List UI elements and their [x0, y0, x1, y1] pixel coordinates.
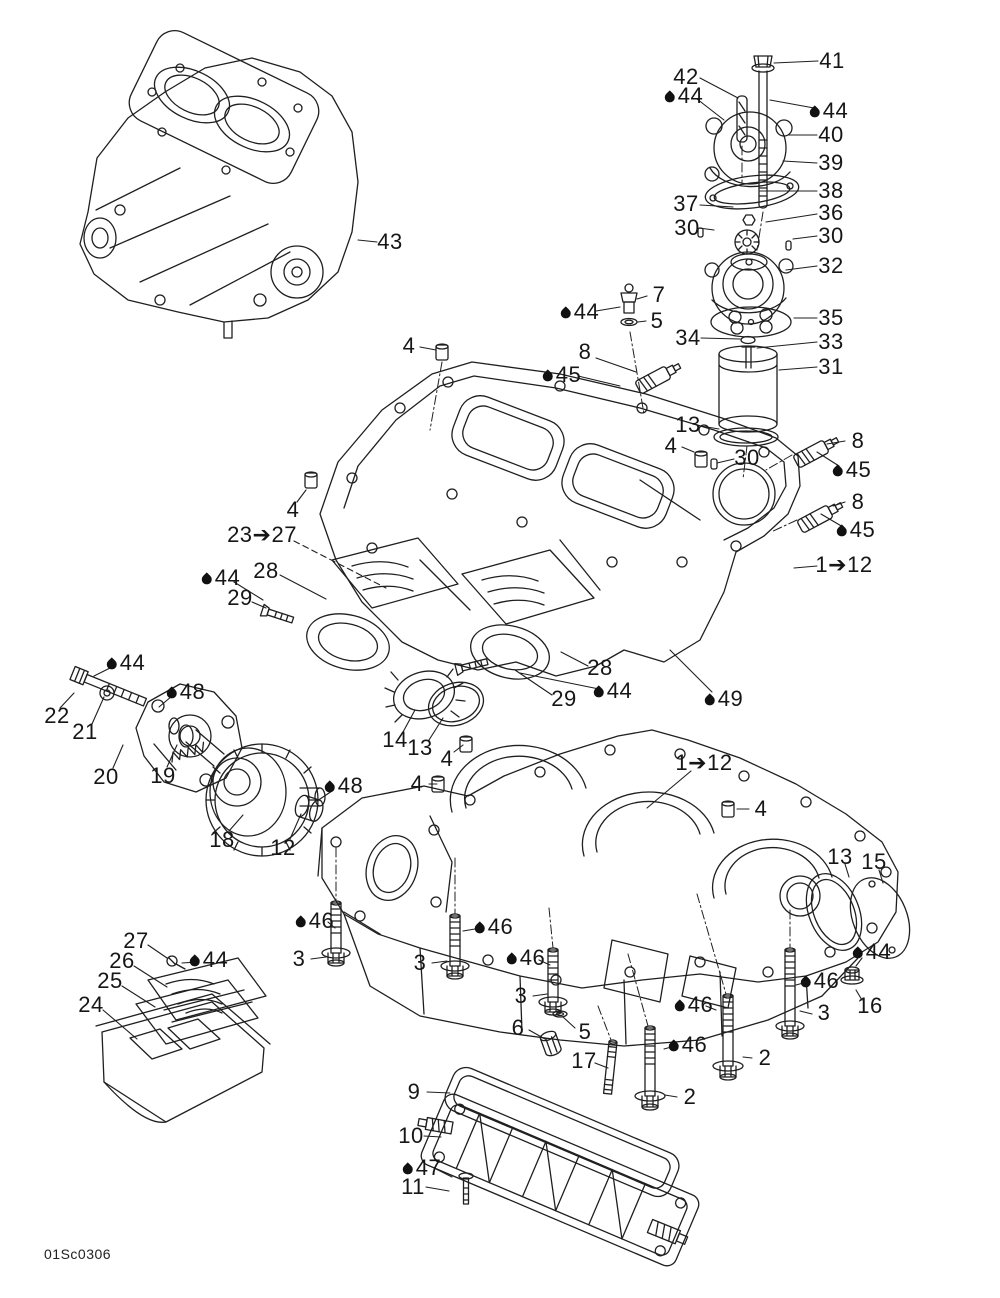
- part-callout: [579, 1021, 592, 1043]
- part-number: 8: [851, 489, 865, 514]
- part-number: 48: [337, 773, 364, 798]
- part-number: 44: [573, 299, 600, 324]
- part-number: 38: [818, 178, 844, 203]
- part-callout: [227, 524, 297, 546]
- lubrication-drop-icon: [851, 946, 865, 960]
- part-number: 46: [308, 908, 335, 933]
- part-number: 13: [827, 844, 853, 869]
- lubrication-drop-icon: [835, 524, 849, 538]
- part-callout: [44, 705, 69, 727]
- part-callout: [705, 688, 743, 710]
- part-number: 4: [664, 433, 678, 458]
- part-callout: [190, 949, 228, 971]
- part-callout: [837, 519, 875, 541]
- part-callout: [818, 1002, 831, 1024]
- lubrication-drop-icon: [592, 685, 606, 699]
- part-callout: [512, 1017, 525, 1039]
- part-number: 6: [511, 1015, 525, 1040]
- part-callout: [227, 587, 252, 609]
- part-number: 43: [377, 229, 403, 254]
- part-number: 48: [179, 679, 206, 704]
- part-callout: [675, 327, 700, 349]
- lubrication-drop-icon: [188, 954, 202, 968]
- lubrication-drop-icon: [294, 915, 308, 929]
- lubrication-drop-icon: [703, 693, 717, 707]
- part-number: 1➔12: [675, 750, 733, 775]
- part-callout: [665, 435, 678, 457]
- part-callout: [759, 1047, 772, 1069]
- part-number: 12: [270, 835, 296, 860]
- part-callout: [818, 202, 843, 224]
- part-callout: [675, 752, 732, 774]
- part-number: 49: [717, 686, 744, 711]
- part-number: 37: [673, 191, 699, 216]
- part-number: 2: [683, 1084, 697, 1109]
- part-number: 30: [818, 223, 844, 248]
- part-number: 46: [681, 1032, 708, 1057]
- part-callout: [325, 775, 363, 797]
- part-number: 44: [606, 678, 633, 703]
- part-number: 7: [652, 282, 666, 307]
- lubrication-drop-icon: [473, 921, 487, 935]
- part-callout: [857, 995, 882, 1017]
- part-callout: [515, 985, 528, 1007]
- part-callout: [571, 1050, 596, 1072]
- part-callout: [475, 916, 513, 938]
- part-number: 20: [93, 764, 119, 789]
- part-callout: [167, 681, 205, 703]
- part-number: 1➔12: [815, 552, 873, 577]
- lubrication-drop-icon: [105, 657, 119, 671]
- part-number: 25: [97, 968, 123, 993]
- part-number: 3: [514, 983, 528, 1008]
- lubrication-drop-icon: [505, 952, 519, 966]
- part-number: 24: [78, 992, 104, 1017]
- part-callout: [594, 680, 632, 702]
- part-callout: [543, 364, 581, 386]
- part-callout: [78, 994, 103, 1016]
- part-number: 22: [44, 703, 70, 728]
- part-callout: [669, 1034, 707, 1056]
- part-callout: [818, 356, 843, 378]
- part-callout: [107, 652, 145, 674]
- part-code: 01Sc0306: [44, 1246, 112, 1262]
- part-callout: [675, 414, 700, 436]
- part-callout: [653, 284, 666, 306]
- part-number: 23➔27: [227, 522, 297, 547]
- part-number: 45: [845, 457, 872, 482]
- part-callout: [293, 948, 306, 970]
- part-number: 17: [571, 1048, 597, 1073]
- part-number: 31: [818, 354, 844, 379]
- part-number: 5: [650, 308, 664, 333]
- part-callout: [833, 459, 871, 481]
- part-number: 3: [292, 946, 306, 971]
- part-number: 46: [687, 992, 714, 1017]
- part-number: 39: [818, 150, 844, 175]
- part-callout: [401, 1176, 425, 1198]
- part-number: 9: [407, 1079, 421, 1104]
- part-number: 21: [72, 719, 98, 744]
- part-number: 33: [818, 329, 844, 354]
- part-number: 4: [440, 746, 454, 771]
- part-callout: [72, 721, 97, 743]
- part-callout: [561, 301, 599, 323]
- part-number: 47: [415, 1155, 442, 1180]
- part-callout: [674, 217, 699, 239]
- part-callout: [150, 765, 175, 787]
- part-number: 28: [253, 558, 279, 583]
- part-callout: [551, 688, 576, 710]
- part-callout: [734, 447, 759, 469]
- part-number: 5: [578, 1019, 592, 1044]
- part-number: 4: [286, 497, 300, 522]
- part-number: 2: [758, 1045, 772, 1070]
- part-callout: [684, 1086, 697, 1108]
- part-callout: [818, 225, 843, 247]
- part-callout: [818, 124, 843, 146]
- part-number: 29: [227, 585, 253, 610]
- part-callout: [818, 152, 843, 174]
- part-number: 44: [214, 565, 241, 590]
- lubrication-drop-icon: [200, 572, 214, 586]
- part-number: 11: [401, 1174, 425, 1199]
- part-callout: [819, 50, 844, 72]
- part-number: 8: [578, 339, 592, 364]
- lubrication-drop-icon: [831, 464, 845, 478]
- part-number: 40: [818, 122, 844, 147]
- part-number: 32: [818, 253, 844, 278]
- part-callout: [673, 193, 698, 215]
- part-callout: [818, 255, 843, 277]
- part-callout: [651, 310, 664, 332]
- lubrication-drop-icon: [323, 780, 337, 794]
- part-number: 28: [587, 655, 613, 680]
- part-number: 35: [818, 305, 844, 330]
- part-number: 46: [813, 968, 840, 993]
- part-callout: [398, 1125, 423, 1147]
- part-callout: [403, 335, 416, 357]
- part-number: 14: [382, 727, 408, 752]
- part-number: 46: [519, 945, 546, 970]
- part-number: 10: [398, 1123, 424, 1148]
- part-callout: [665, 85, 703, 107]
- part-callout: [853, 941, 891, 963]
- part-number: 45: [849, 517, 876, 542]
- part-number: 45: [555, 362, 582, 387]
- part-number: 15: [861, 849, 887, 874]
- part-callout: [253, 560, 278, 582]
- part-callout: [287, 499, 300, 521]
- part-number: 4: [754, 796, 768, 821]
- part-number: 36: [818, 200, 844, 225]
- part-number: 3: [817, 1000, 831, 1025]
- part-callout: [407, 737, 432, 759]
- lubrication-drop-icon: [663, 90, 677, 104]
- part-number: 44: [119, 650, 146, 675]
- part-callout: [675, 994, 713, 1016]
- part-number: 29: [551, 686, 577, 711]
- part-number: 34: [675, 325, 701, 350]
- part-callout: [755, 798, 768, 820]
- part-callout: [579, 341, 592, 363]
- part-callout: [815, 554, 872, 576]
- lubrication-drop-icon: [165, 686, 179, 700]
- part-number: 46: [487, 914, 514, 939]
- part-callout: [377, 231, 402, 253]
- part-callout: [414, 952, 427, 974]
- part-number: 4: [402, 333, 416, 358]
- part-number: 13: [407, 735, 433, 760]
- part-callout: [93, 766, 118, 788]
- part-number: 44: [822, 98, 849, 123]
- part-callout: [818, 331, 843, 353]
- part-number: 26: [109, 948, 135, 973]
- part-callout: [270, 837, 295, 859]
- lubrication-drop-icon: [559, 306, 573, 320]
- part-number: 4: [410, 771, 424, 796]
- part-number: 27: [123, 928, 149, 953]
- part-callout: [411, 773, 424, 795]
- part-callout: [441, 748, 454, 770]
- part-number: 16: [857, 993, 883, 1018]
- part-number: 18: [209, 827, 235, 852]
- part-callout: [801, 970, 839, 992]
- lubrication-drop-icon: [667, 1039, 681, 1053]
- part-number: 42: [673, 64, 699, 89]
- part-number: 8: [851, 428, 865, 453]
- part-number: 19: [150, 763, 176, 788]
- part-number: 30: [674, 215, 700, 240]
- lubrication-drop-icon: [799, 975, 813, 989]
- part-callout: [97, 970, 122, 992]
- part-callout: [209, 829, 234, 851]
- part-callout: [296, 910, 334, 932]
- part-callout: [587, 657, 612, 679]
- part-callout: [408, 1081, 421, 1103]
- lubrication-drop-icon: [541, 369, 555, 383]
- lubrication-drop-icon: [673, 999, 687, 1013]
- part-number: 41: [819, 48, 845, 73]
- part-callout: [852, 491, 865, 513]
- part-number: 44: [677, 83, 704, 108]
- part-number: 44: [202, 947, 229, 972]
- part-number: 13: [675, 412, 701, 437]
- part-callout: [852, 430, 865, 452]
- part-callout: [861, 851, 886, 873]
- part-callout: [382, 729, 407, 751]
- part-callout: [818, 180, 843, 202]
- part-number: 3: [413, 950, 427, 975]
- part-callout: [810, 100, 848, 122]
- lubrication-drop-icon: [808, 105, 822, 119]
- part-callout: [818, 307, 843, 329]
- part-number: 44: [865, 939, 892, 964]
- part-callout: [507, 947, 545, 969]
- part-number: 30: [734, 445, 760, 470]
- part-callout: [827, 846, 852, 868]
